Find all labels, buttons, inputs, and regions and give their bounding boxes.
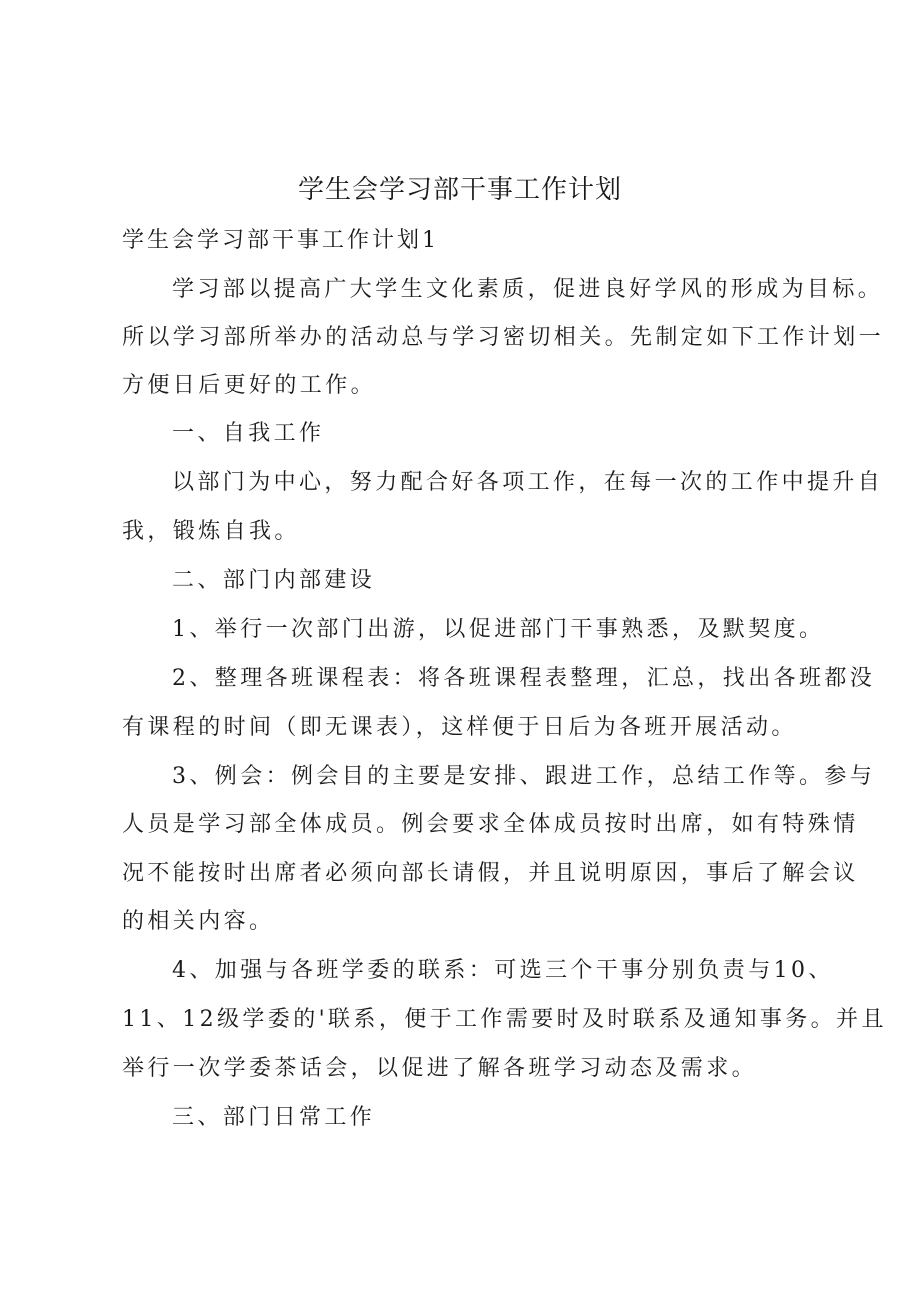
paragraph-line: 人员是学习部全体成员。例会要求全体成员按时出席，如有特殊情	[122, 812, 859, 837]
paragraph-line: 2、整理各班课程表：将各班课程表整理，汇总，找出各班都没	[172, 666, 876, 691]
paragraph-line: 学习部以提高广大学生文化素质，促进良好学风的形成为目标。	[172, 277, 884, 302]
paragraph-line: 1、举行一次部门出游，以促进部门干事熟悉，及默契度。	[172, 617, 825, 642]
paragraph-line: 11、12级学委的'联系，便于工作需要时及时联系及通知事务。并且	[122, 1007, 887, 1032]
paragraph-line: 况不能按时出席者必须向部长请假，并且说明原因，事后了解会议	[122, 861, 859, 886]
section-heading: 三、部门日常工作	[172, 1105, 376, 1130]
section-heading: 一、自我工作	[172, 421, 325, 446]
paragraph-line: 所以学习部所举办的活动总与学习密切相关。先制定如下工作计划一	[122, 325, 885, 350]
document-title: 学生会学习部干事工作计划	[297, 175, 622, 205]
paragraph-line: 4、加强与各班学委的联系：可选三个干事分别负责与10、	[172, 958, 834, 983]
paragraph-line: 以部门为中心，努力配合好各项工作，在每一次的工作中提升自	[172, 470, 884, 495]
document-subtitle: 学生会学习部干事工作计划1	[122, 228, 439, 253]
paragraph-line: 的相关内容。	[122, 909, 275, 934]
paragraph-line: 3、例会：例会目的主要是安排、跟进工作，总结工作等。参与	[172, 764, 876, 789]
paragraph-line: 举行一次学委茶话会，以促进了解各班学习动态及需求。	[122, 1056, 758, 1081]
paragraph-line: 我，锻炼自我。	[122, 519, 300, 544]
section-heading: 二、部门内部建设	[172, 568, 376, 593]
paragraph-line: 有课程的时间（即无课表），这样便于日后为各班开展活动。	[122, 715, 797, 740]
paragraph-line: 方便日后更好的工作。	[122, 373, 377, 398]
